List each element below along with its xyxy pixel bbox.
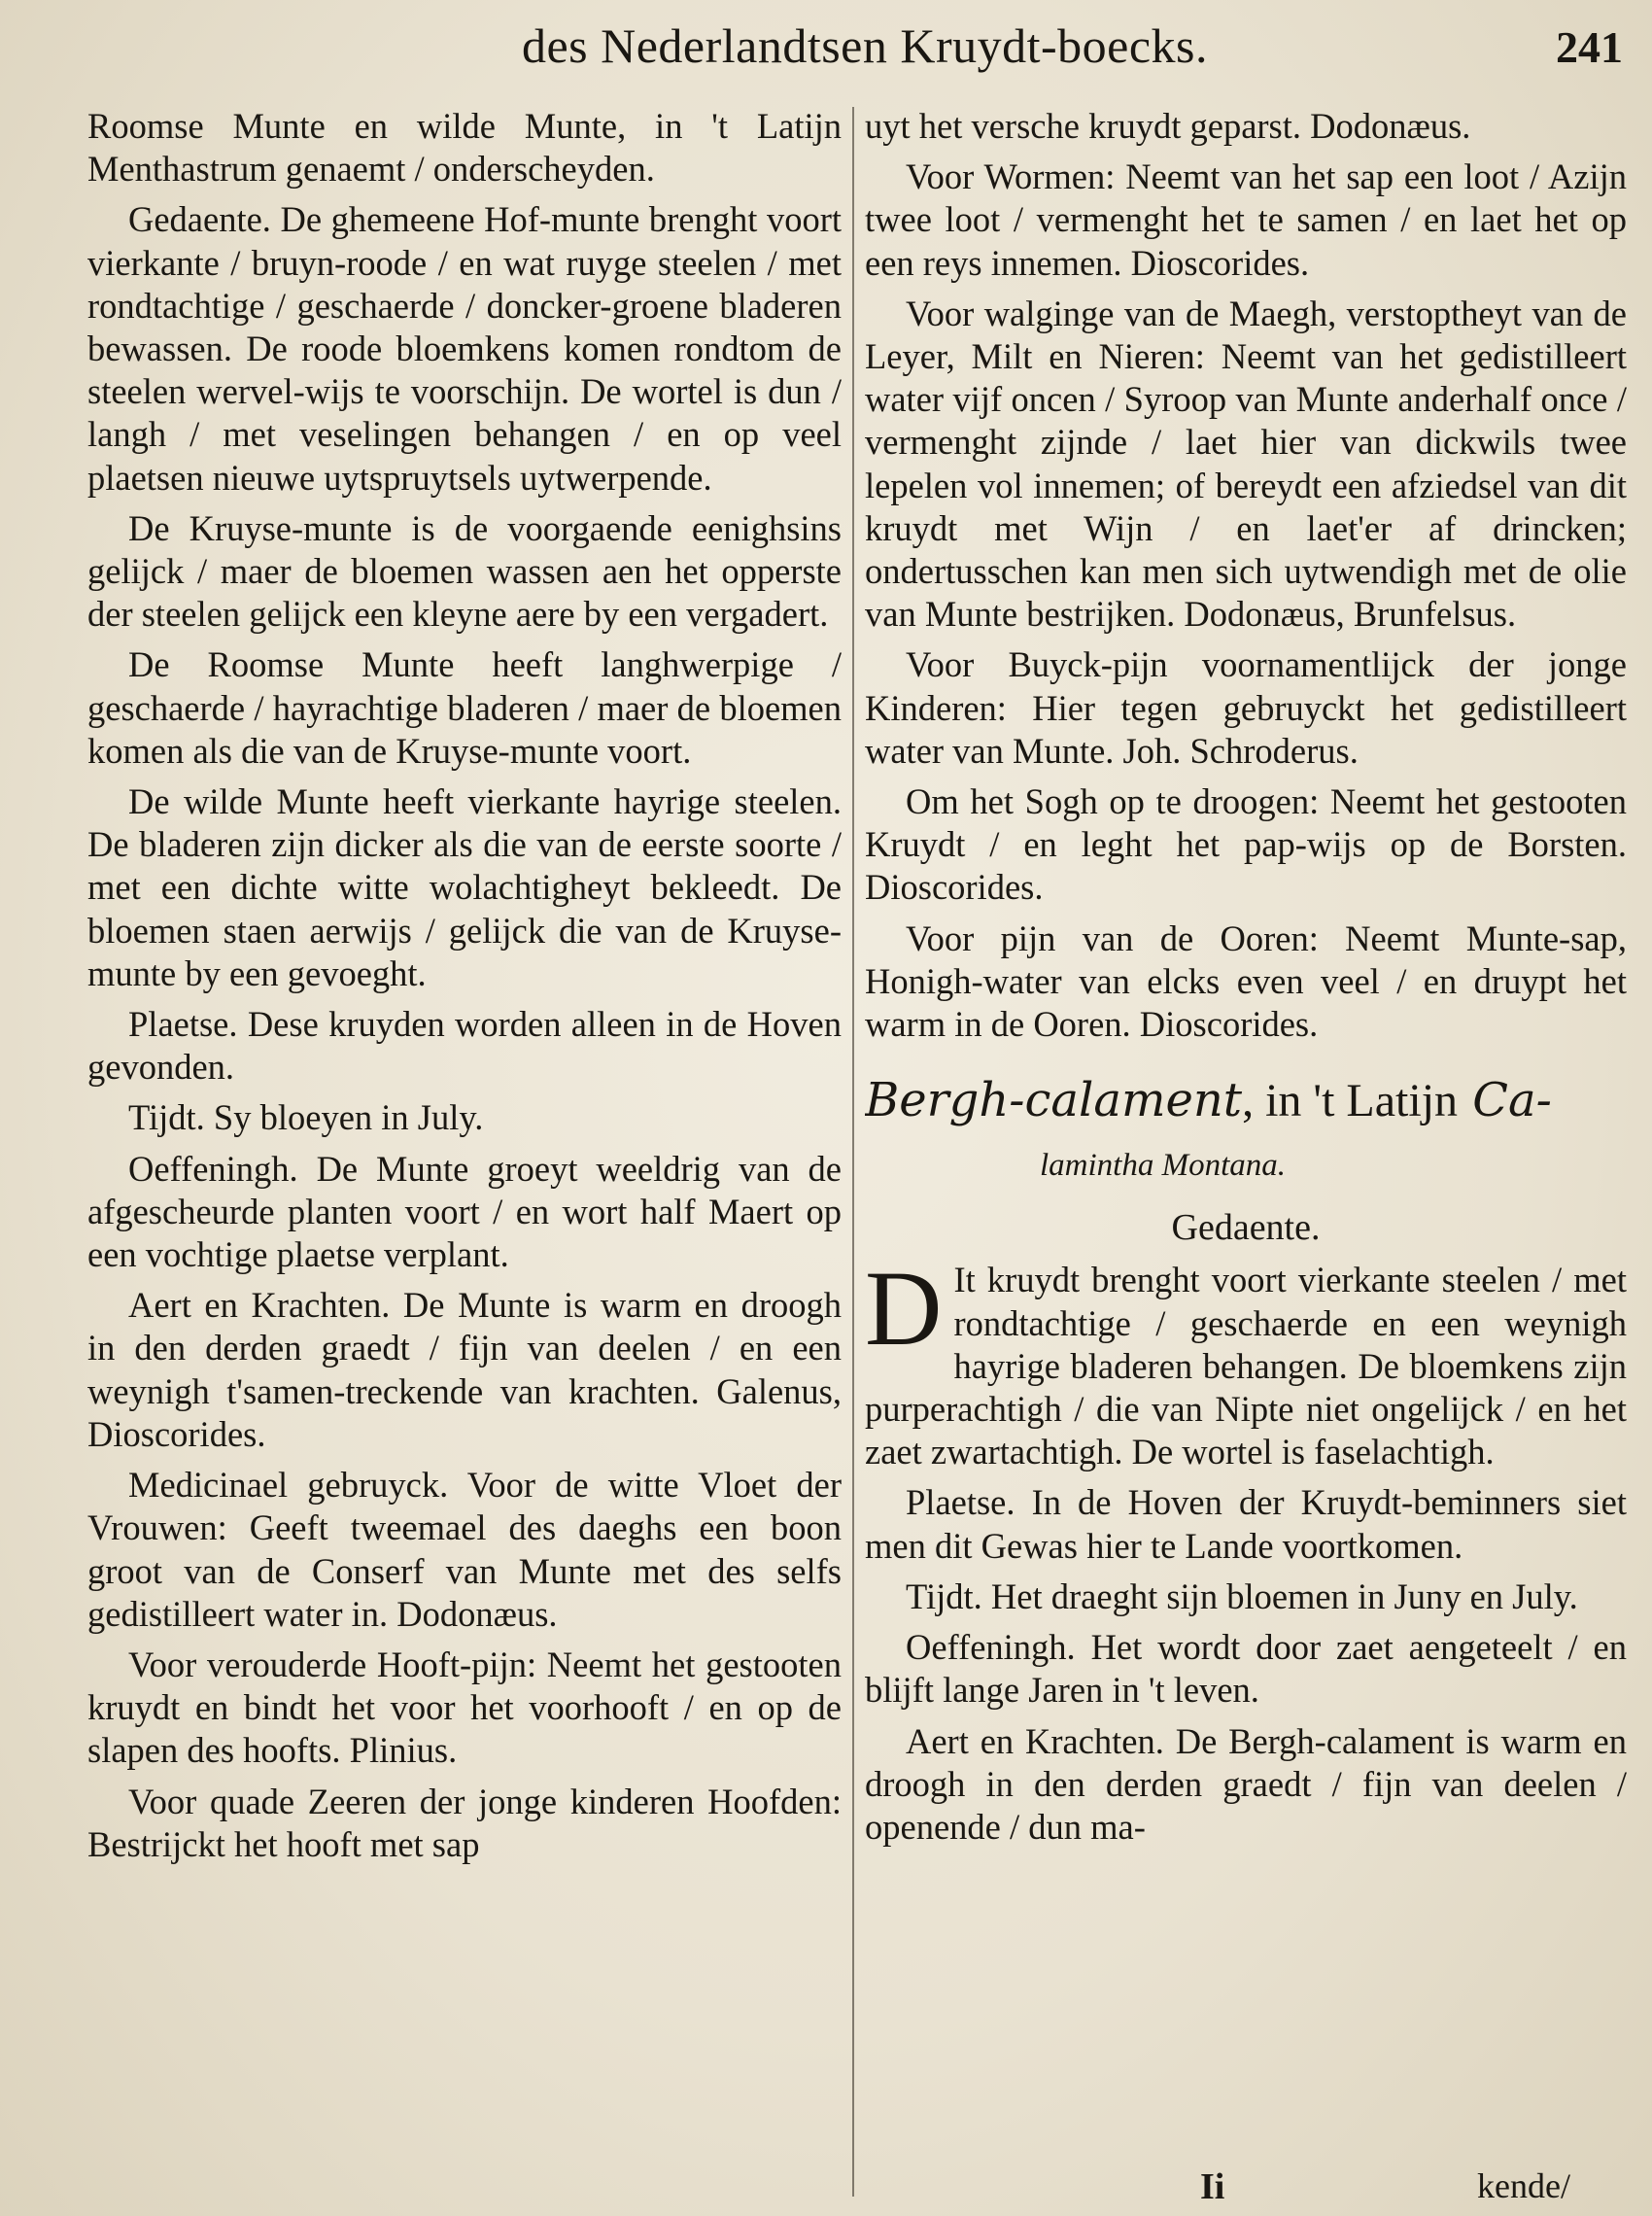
- section-title: [865, 1073, 1627, 1128]
- paragraph: De wilde Munte heeft vierkante hayrige steelen. De bladeren zijn dicker als die van de eerste soorte / met een dichte witte wolachtigheyt bekleedt. De bloemen staen aerwijs / gelijck die van de Kruyse-munte by een gevoeght.: [87, 781, 842, 993]
- signature-mark: Ii: [1200, 2166, 1225, 2207]
- paragraph: Oeffeningh. Het wordt door zaet aengeteelt / en blijft lange Jaren in 't leven.: [865, 1627, 1627, 1711]
- left-column: [87, 105, 842, 2195]
- section-title-roman: , in 't Latijn: [1242, 1075, 1459, 1127]
- paragraph: Aert en Krachten. De Munte is warm en droogh in den derden graedt / fijn van deelen / en een weynigh t'samen-treckende van krachten. Galenus, Dioscorides.: [87, 1285, 842, 1454]
- drop-cap: D: [865, 1249, 943, 1368]
- paragraph: Voor walginge van de Maegh, verstoptheyt van de Leyer, Milt en Nieren: Neemt van het gedistilleert water vijf oncen / Syroop van Munte anderhalf once / vermenght zijnde / laet hier van dickwils twee lepelen vol innemen; of bereydt een afziedsel van dit kruydt met Wijn / en laet'er af drincken; ondertusschen kan men sich uytwendigh met de olie van Munte bestrijken. Dodonæus, Brunfelsus.: [865, 293, 1627, 635]
- page-number: 241: [1556, 22, 1623, 72]
- column-divider: [852, 107, 854, 2197]
- paragraph: Voor Buyck-pijn voornamentlijck der jonge Kinderen: Hier tegen gebruyckt het gedistilleert water van Munte. Joh. Schroderus.: [865, 644, 1627, 771]
- catchword: kende/: [1477, 2166, 1570, 2205]
- right-column: [865, 105, 1627, 2195]
- paragraph: Tijdt. Sy bloeyen in July.: [128, 1097, 484, 1138]
- paragraph: Om het Sogh op te droogen: Neemt het gestooten Kruydt / en leght het pap-wijs op de Borsten. Dioscorides.: [865, 781, 1627, 908]
- section-title-italic: Bergh-calament: [865, 1073, 1243, 1128]
- paragraph: Aert en Krachten. De Bergh-calament is warm en droogh in den derden graedt / fijn van deelen / openende / dun ma-: [865, 1720, 1627, 1847]
- paragraph: Voor pijn van de Ooren: Neemt Munte-sap, Honigh-water van elcks even veel / en druypt het warm in de Ooren. Dioscorides.: [865, 918, 1627, 1045]
- paragraph: uyt het versche kruydt geparst. Dodonæus.: [865, 106, 1471, 146]
- running-title: des Nederlandtsen Kruydt-boecks.: [521, 18, 1209, 73]
- dropcap-text: It kruydt brenght voort vierkante steelen / met rondtachtige / geschaerde en een weynigh hayrige bladeren behangen. De bloemkens zijn purperachtigh / die van Nipte niet ongelijck / en het zaet zwartachtigh. De wortel is faselachtigh.: [865, 1260, 1627, 1472]
- paragraph: De Roomse Munte heeft langhwerpige / geschaerde / hayrachtige bladeren / maer de bloemen komen als die van de Kruyse-munte voort.: [87, 644, 842, 771]
- paragraph: Voor quade Zeeren der jonge kinderen Hoofden: Bestrijckt het hooft met sap: [87, 1781, 842, 1864]
- paragraph: De Kruyse-munte is de voorgaende eenighsins gelijck / maer de bloemen wassen aen het opperste der steelen gelijck een kleyne aere by een vergadert.: [87, 507, 842, 635]
- paragraph: Gedaente. De ghemeene Hof-munte brenght voort vierkante / bruyn-roode / en wat ruyge steelen / met rondtachtige / geschaerde / doncker-groene bladeren bewassen. De roode bloemkens komen rondtom de steelen wervel-wijs te voorschijn. De wortel is dun / langh / met veselingen behangen / en op veel plaetsen nieuwe uytspruytsels uytwerpende.: [87, 199, 842, 498]
- paragraph: Oeffeningh. De Munte groeyt weeldrig van de afgescheurde planten voort / en wort half Maert op een vochtige plaetse verplant.: [87, 1148, 842, 1275]
- paragraph: Roomse Munte en wilde Munte, in 't Latijn Menthastrum genaemt / onderscheyden.: [87, 106, 842, 190]
- paragraph: Voor verouderde Hooft-pijn: Neemt het gestooten kruydt en bindt het voor het voorhooft / en op de slapen des hoofts. Plinius.: [87, 1644, 842, 1771]
- paragraph: Voor Wormen: Neemt van het sap een loot / Azijn twee loot / vermenght het te samen / en laet het op een reys innemen. Dioscorides.: [865, 156, 1627, 283]
- paragraph: Plaetse. In de Hoven der Kruydt-beminners siet men dit Gewas hier te Lande voortkomen.: [865, 1482, 1627, 1566]
- section-title-latin: Ca-: [1472, 1073, 1552, 1128]
- section-title-latin-continued: lamintha Montana.: [1040, 1148, 1286, 1184]
- paragraph: Plaetse. Dese kruyden worden alleen in de Hoven gevonden.: [87, 1004, 842, 1088]
- paragraph: Tijdt. Het draeght sijn bloemen in Juny en July.: [906, 1575, 1578, 1616]
- subheading: Gedaente.: [1171, 1207, 1321, 1249]
- dropcap-paragraph: [865, 1249, 1627, 1473]
- paragraph: Medicinael gebruyck. Voor de witte Vloet der Vrouwen: Geeft tweemael des daeghs een boon groot van de Conserf van Munte met des selfs gedistilleert water in. Dodonæus.: [87, 1465, 842, 1634]
